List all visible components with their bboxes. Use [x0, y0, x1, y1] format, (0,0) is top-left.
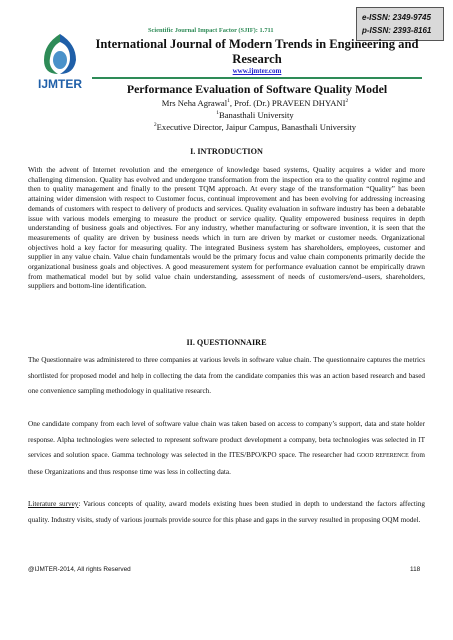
- journal-url[interactable]: www.ijmter.com: [232, 67, 282, 75]
- affiliation-2-sup: 2: [153, 122, 157, 129]
- affiliation-2-text: Executive Director, Jaipur Campus, Banasthali University: [156, 122, 357, 132]
- author-line: [60, 98, 450, 108]
- affiliation-2: [60, 122, 450, 132]
- e-issn: e-ISSN: 2349-9745: [362, 13, 431, 22]
- literature-survey-text: : Various concepts of quality, award models existing hues been studied in depth to understand the factors affecting quality. Industry visits, study of various journals provide source for this phase and gaps in the survey resulted in proposing OQM model.: [28, 500, 426, 524]
- logo-text: IJMTER: [37, 77, 83, 91]
- ijmter-logo: [30, 30, 90, 92]
- questionnaire-p2-end: from these Organizations and thus response time was less in collecting data.: [28, 451, 425, 477]
- affiliation-1-sup: 1: [216, 110, 220, 117]
- section-heading-questionnaire: II. QUESTIONNAIRE: [186, 338, 267, 347]
- header-divider: [92, 77, 422, 79]
- questionnaire-p2-caps: GOOD REFERENCE: [356, 453, 409, 460]
- questionnaire-paragraph-3: [28, 497, 425, 528]
- questionnaire-p2-start: One candidate company from each level of software value chain was taken based on access to company’s support, data and state holder response. Alpha technologies were selected to represent software product development a company, beta technologies was selected in IT services and solution space. Gamma technology was selected in the ITES/BPO/KPO space. The researcher had: [28, 420, 425, 460]
- section-heading-introduction: I. INTRODUCTION: [190, 147, 263, 156]
- journal-title: International Journal of Modern Trends in Engineering and Research: [95, 37, 419, 66]
- affiliation-1-text: Banasthali University: [219, 110, 294, 120]
- questionnaire-paragraph-2: [28, 417, 425, 481]
- p-issn: p-ISSN: 2393-8161: [362, 26, 432, 35]
- author-name-1: Mrs Neha Agrawal: [161, 98, 228, 108]
- paper-title: Performance Evaluation of Software Quality Model: [126, 82, 388, 96]
- literature-survey-label: Literature survey: [28, 500, 79, 508]
- issn-box: [356, 7, 444, 41]
- questionnaire-paragraph-1: The Questionnaire was administered to three companies at various levels in software value chain. The questionnaire captures the metrics shortlisted for proposed model and help in collecting the data from the candidate companies this was an action based research and based one convenience sampling methodology in qualitative research.: [28, 356, 425, 396]
- author-name-2: , Prof. (Dr.) PRAVEEN DHYANI: [229, 98, 346, 108]
- footer-copyright: @IJMTER-2014, All rights Reserved: [28, 566, 131, 573]
- author-2-sup: 2: [345, 98, 349, 105]
- author-1-sup: 1: [227, 98, 230, 105]
- footer-page-number: 118: [410, 566, 421, 573]
- affiliation-1: [60, 110, 450, 120]
- introduction-paragraph: With the advent of Internet revolution and the emergence of knowledge based systems, Quality acquires a wider and more challenging dimension. Quality has evolved and undergone transformation from the inspection era to the quality control regime and then to quality management and finally to the present TQM approach. At every stage of the transformation “Quality” has been attaining wider dimension with respect to Customer focus, continual improvement and has been evolving for addressing increasing demands of customers with respect to delivery of products and services. Quality evaluation in software industry has been a debatable issue with various models emerging to measure the product or service quality. Quality empowered business requires in depth understanding of business goals and objectives. For any industry, whether manufacturing or software invention, it is seen that the measurements of quality are driven by business needs which in turn are driven by market or customer needs. Organizational objectives hold a key factor for measuring quality. The integrated Business system has shareholders, employees, customer and supplier in any value chain. Value chain fundamentals would be the primary focus and value chain components primarily decide the organizational business goals and objectives. A good measurement system for performance evaluation cannot be empirically drawn from mathematical model but by solid value chain understanding, assessment of needs of customers/end–users, shareholders, suppliers and bottom-line identification.: [28, 165, 425, 291]
- impact-factor: Scientific Journal Impact Factor (SJIF): 1.711: [148, 27, 274, 34]
